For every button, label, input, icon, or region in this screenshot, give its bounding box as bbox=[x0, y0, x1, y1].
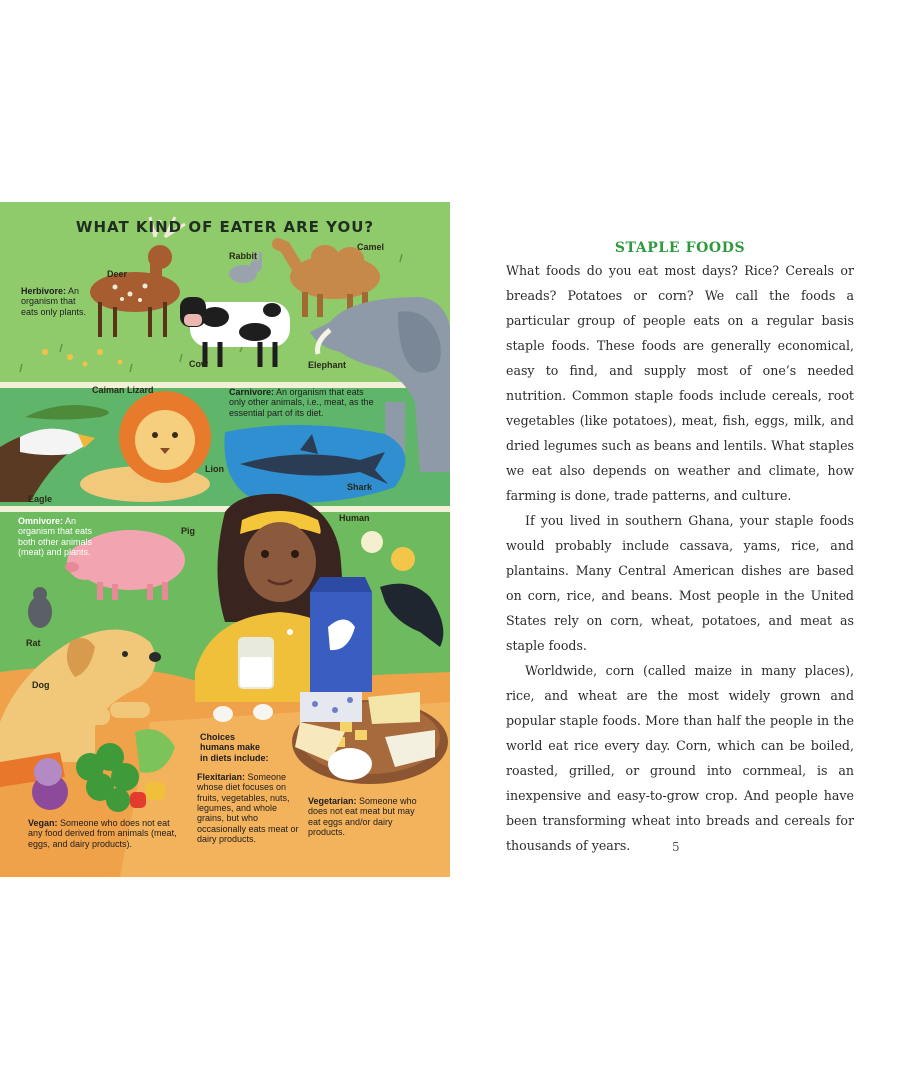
flexitarian-term: Flexitarian: bbox=[197, 772, 246, 782]
vegan-term: Vegan: bbox=[28, 818, 58, 828]
herbivore-definition bbox=[21, 286, 89, 317]
lion-label: Lion bbox=[205, 464, 224, 474]
caiman-lizard-label: Caiman Lizard bbox=[92, 385, 154, 395]
carnivore-text: An organism that eats only other animals, i.e., meat, as the essential part of its diet. bbox=[229, 387, 374, 418]
omnivore-term: Omnivore: bbox=[18, 516, 64, 526]
shark-label: Shark bbox=[347, 482, 373, 492]
page-number: 5 bbox=[672, 840, 680, 854]
carnivore-term: Carnivore: bbox=[229, 387, 275, 397]
shark-figure bbox=[224, 425, 405, 503]
text-page bbox=[506, 240, 854, 858]
paragraph-3: Worldwide, corn (called maize in many places), rice, and wheat are the most widely grown and popular staple foods. More than half the people in the world eat rice every day. Corn, which can be boiled, roasted, grilled, or ground into cornmeal, is an inexpensive and easy-to-grow crop. And people have been transforming wheat into breads and cereals for thousands of years. bbox=[506, 663, 854, 853]
vegan-definition bbox=[28, 818, 180, 849]
panel-title: WHAT KIND OF EATER ARE YOU? bbox=[75, 218, 375, 236]
section-heading: STAPLE FOODS bbox=[614, 240, 746, 256]
dog-label: Dog bbox=[32, 680, 50, 690]
flexitarian-definition bbox=[197, 772, 301, 844]
rabbit-label: Rabbit bbox=[229, 251, 257, 261]
omnivore-definition bbox=[18, 516, 100, 557]
elephant-label: Elephant bbox=[308, 360, 347, 370]
human-label: Human bbox=[339, 513, 370, 523]
eagle-label: Eagle bbox=[28, 494, 53, 504]
paragraph-1: What foods do you eat most days? Rice? Cereals or breads? Potatoes or corn? We call the foods a particular group of people eats on a regular basis staple foods. These foods are generally economical, easy to find, and supply most of one’s needed nutrition. Common staple foods include cereals, root vegetables (like potatoes), meat, fish, eggs, milk, and dried legumes such as beans and lentils. What staples we eat also depends on weather and climate, how farming is done, trade patterns, and culture. bbox=[506, 263, 854, 503]
rat-label: Rat bbox=[26, 638, 41, 648]
carnivore-definition bbox=[229, 387, 379, 418]
diet-choices-heading: Choices humans make in diets include: bbox=[200, 732, 269, 763]
vegetarian-definition bbox=[308, 796, 420, 837]
deer-label: Deer bbox=[107, 269, 128, 279]
pig-label: Pig bbox=[181, 526, 196, 536]
milk-carton-figure bbox=[310, 577, 372, 692]
camel-label: Camel bbox=[357, 242, 385, 252]
cow-label: Cow bbox=[189, 359, 208, 369]
herbivore-term: Herbivore: bbox=[21, 286, 67, 296]
vegetarian-term: Vegetarian: bbox=[308, 796, 357, 806]
flexitarian-text: Someone whose diet focuses on fruits, vegetables, nuts, legumes, and whole grains, but who occasionally eats meat or dairy products. bbox=[197, 772, 299, 845]
vegan-text: Someone who does not eat any food derived from animals (meat, eggs, and dairy products). bbox=[28, 818, 177, 849]
paragraph-2: If you lived in southern Ghana, your staple foods would probably include cassava, yams, rice, and plantains. Many Central American dishes are based on corn, rice, and beans. Most people in the United States rely on corn, wheat, potatoes, and meat as staple foods. bbox=[506, 513, 854, 653]
illustration-panel bbox=[0, 202, 450, 877]
omnivore-text: An organism that eats both other animals (meat) and plants. bbox=[18, 516, 93, 558]
herbivore-text: An organism that eats only plants. bbox=[21, 286, 87, 317]
vegetarian-text: Someone who does not eat meat but may eat eggs and/or dairy products. bbox=[308, 796, 417, 838]
